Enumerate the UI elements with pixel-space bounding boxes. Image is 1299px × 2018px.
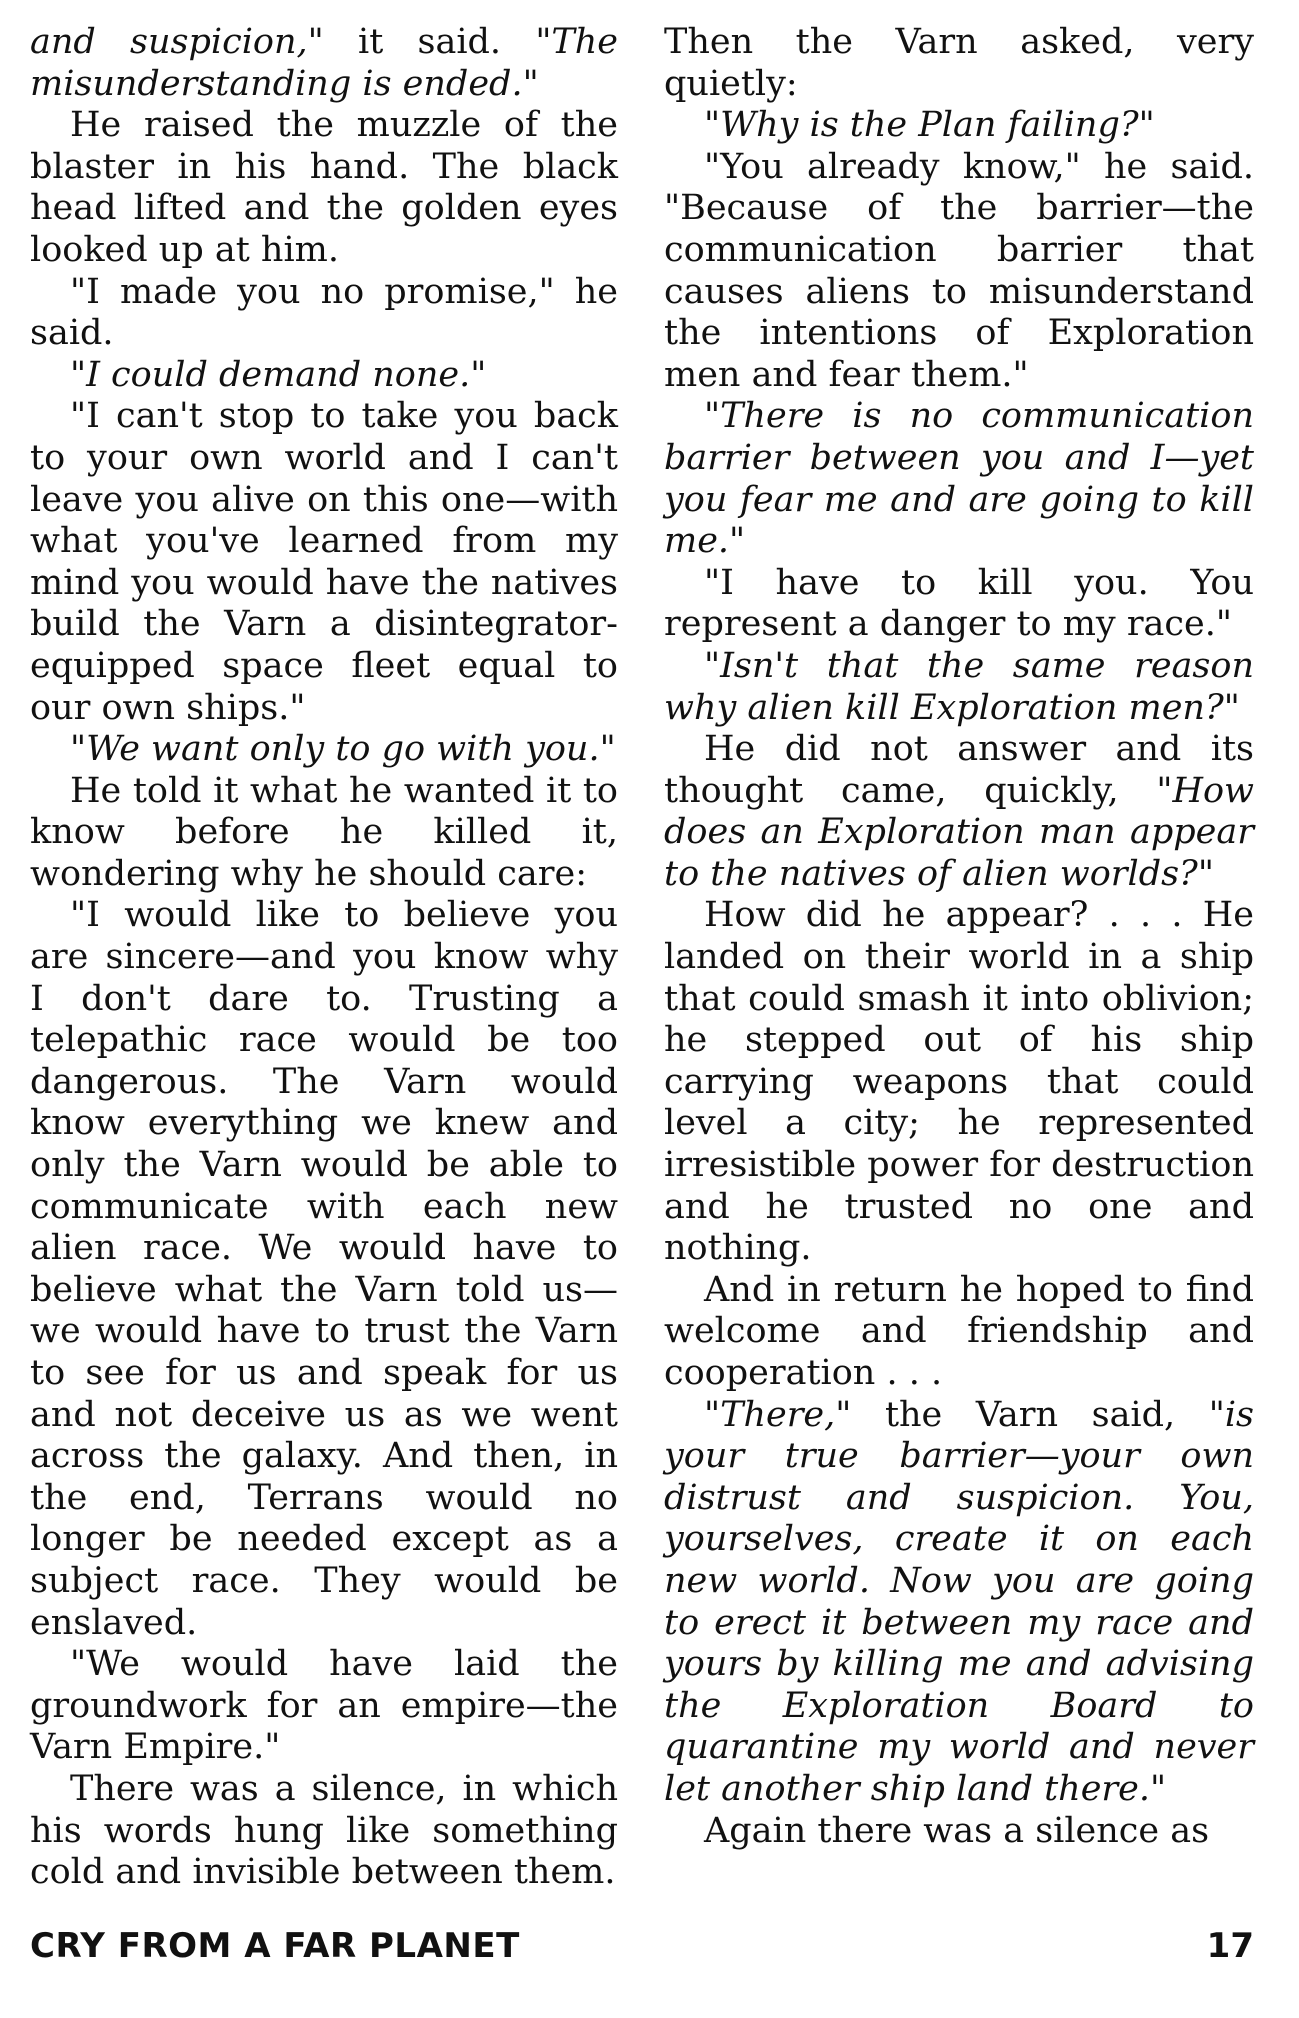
italic-text: "There," (704, 1394, 852, 1435)
paragraph (664, 147, 1254, 397)
paragraph (30, 105, 618, 271)
text-run: the Varn said, (851, 1394, 1209, 1435)
paragraph (664, 646, 1254, 729)
paragraph (30, 895, 618, 1644)
text-run: it said. (323, 22, 536, 62)
text-run: Again there was a silence as (704, 1810, 1210, 1851)
text-run: How did he appear? . . . He landed on their world in a ship that could smash it into oblivion; he stepped out of his ship carrying weapons that could level a city; he represented irresistible power for destruction and he trusted no one and nothing. (664, 895, 1254, 1269)
page-number: 17 (1206, 1926, 1254, 1966)
paragraph (664, 895, 1254, 1269)
left-text-column (30, 22, 618, 1894)
paragraph (30, 771, 618, 896)
paragraph (30, 1644, 618, 1769)
italic-text: "Why is the Plan failing?" (704, 105, 1155, 146)
paragraph (664, 1395, 1254, 1811)
text-run: And in return he hoped to find welcome and friendship and cooperation . . . (664, 1269, 1254, 1393)
paragraph (30, 729, 618, 771)
italic-text: "We want only to go with you." (70, 729, 616, 770)
paragraph (30, 1769, 618, 1894)
text-run: "We would have laid the groundwork for an empire—the Varn Empire." (30, 1644, 618, 1768)
italic-text: "There is no communication barrier between you and I—yet you fear me and are going to kill me." (664, 396, 1254, 562)
italic-text: "I could demand none." (70, 354, 487, 395)
text-run: "I have to kill you. You represent a danger to my race." (664, 562, 1254, 645)
paragraph (664, 396, 1254, 562)
paragraph (664, 105, 1254, 147)
text-run: "I made you no promise," he said. (30, 271, 618, 354)
paragraph (664, 22, 1254, 105)
paragraph (664, 563, 1254, 646)
italic-text: "Isn't that the same reason why alien kill Exploration men?" (664, 645, 1254, 728)
right-text-column (664, 22, 1254, 1852)
paragraph (30, 272, 618, 355)
text-run: He did not answer and its thought came, quickly, (664, 729, 1254, 811)
paragraph (664, 1811, 1254, 1853)
text-run: "You already know," he said. "Because of the barrier—the communication barrier that causes aliens to misunderstand the intentions of Exploration men and fear them." (664, 146, 1254, 395)
text-run: "I would like to believe you are sincere—and you know why I don't dare to. Trusting a telepathic race would be too dangerous. The Varn would know everything we knew and only the Varn would be able to communicate with each new alien race. We would have to believe what the Varn told us—we would have to trust the Varn to see for us and speak for us and not deceive us as we went across the galaxy. And then, in the end, Terrans would no longer be needed except as a subject race. They would be enslaved. (30, 895, 618, 1643)
paragraph (664, 1270, 1254, 1395)
text-run: Then the Varn asked, very quietly: (664, 22, 1254, 104)
italic-text: "How does an Exploration man appear to the natives of alien worlds?" (664, 770, 1254, 894)
italic-text: "is your true barrier—your own distrust and suspicion. You, yourselves, create it on each new world. Now you are going to erect it between my race and yours by killing me and advising the Exploration Board to quarantine my world and never let another ship land there." (664, 1394, 1254, 1809)
paragraph (664, 729, 1254, 895)
text-run: "I can't stop to take you back to your own world and I can't leave you alive on this one—with what you've learned from my mind you would have the natives build the Varn a disintegrator-equipped space fleet equal to our own ships." (30, 396, 618, 728)
paragraph (30, 22, 618, 105)
text-run: He told it what he wanted it to know before he killed it, wondering why he should care: (30, 770, 618, 894)
running-title: CRY FROM A FAR PLANET (30, 1926, 520, 1966)
text-run: There was a silence, in which his words hung like something cold and invisible between them. (30, 1768, 618, 1893)
text-run: He raised the muzzle of the blaster in his hand. The black head lifted and the golden eyes looked up at him. (30, 105, 618, 270)
paragraph (30, 396, 618, 729)
italic-text: and suspicion," (30, 22, 324, 62)
paragraph (30, 355, 618, 397)
italic-text: "The misunderstanding is ended." (30, 22, 619, 104)
